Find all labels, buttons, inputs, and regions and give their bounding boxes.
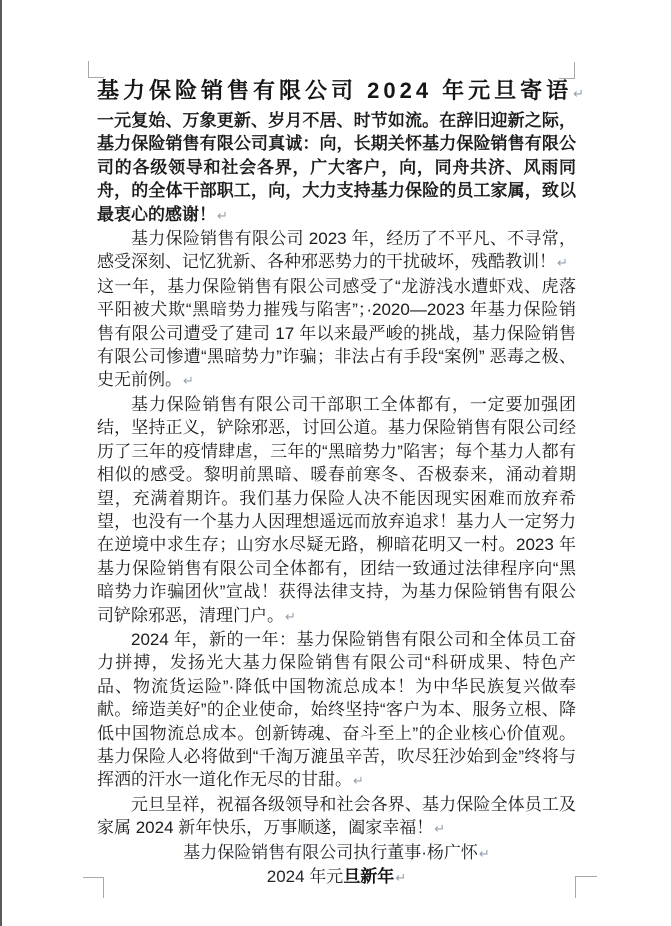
signature-line xyxy=(97,841,576,865)
paragraph-text: 元旦呈祥，祝福各级领导和社会各界、基力保险全体员工及家属 2024 新年快乐，万事顺遂，阖家幸福！ xyxy=(97,794,576,838)
paragraph-staff-unity xyxy=(97,393,576,628)
paragraph-mark-icon: ↵ xyxy=(573,86,585,101)
paragraph-text: 基力保险销售有限公司 2023 年，经历了不平凡、不寻常，感受深刻、记忆犹新、各种邪恶势力的干扰破坏，残酷教训！ xyxy=(97,229,576,272)
page-left-edge-line xyxy=(0,0,2,926)
date-line-bold: 旦新年 xyxy=(343,867,395,886)
document-title xyxy=(97,76,585,109)
paragraph-2024-outlook xyxy=(97,628,576,793)
paragraph-text: 基力保险销售有限公司干部职工全体都有，一定要加强团结，坚持正义，铲除邪恶，讨回公道。基力保险销售有限公司经历了三年的疫情肆虐，三年的“黑暗势力”陷害；每个基力人都有相似的感受。黎明前黑暗、暖春前寒冬、否极泰来，涌动着期望，充满着期许。我们基力保险人决不能因现实困难而放弃希望，也没有一个基力人因理想遥远而放弃追求！基力人一定努力在逆境中求生存；山穷水尽疑无路，柳暗花明又一村。2023 年基力保险销售有限公司全体都有，团结一致通过法律程序向“黑暗势力诈骗团伙”宣战！获得法律支持，为基力保险销售有限公司铲除邪恶，清理门户。 xyxy=(97,394,576,625)
paragraph-greeting xyxy=(97,109,576,227)
paragraph-mark-icon: ↵ xyxy=(557,255,568,271)
paragraph-2023-review xyxy=(97,227,576,275)
paragraph-text: 这一年，基力保险销售有限公司感受了“龙游浅水遭虾戏、虎落平阳被犬欺“黑暗势力摧残与陷害”；·2020—2023 年基力保险销售有限公司遭受了建司 17 年以来最严峻的挑战，基力保险销售有限公司惨遭“黑暗势力”诈骗；非法占有手段“案例” 恶毒之极、史无前例。 xyxy=(97,276,576,390)
document-body xyxy=(97,76,585,889)
paragraph-mark-icon: ↵ xyxy=(478,845,490,861)
paragraph-mark-icon: ↵ xyxy=(285,608,296,624)
paragraph-mark-icon: ↵ xyxy=(183,373,194,389)
paragraph-mark-icon: ↵ xyxy=(217,207,228,223)
paragraph-this-year xyxy=(97,275,576,393)
date-line xyxy=(97,865,576,889)
document-title-text: 基力保险销售有限公司 2024 年元旦寄语 xyxy=(97,78,573,103)
paragraph-mark-icon: ↵ xyxy=(395,870,407,885)
paragraph-text: 2024 年，新的一年：基力保险销售有限公司和全体员工奋力拼搏，发扬光大基力保险销售有限公司“科研成果、特色产品、物流货运险”·降低中国物流总成本！为中华民族复兴做奉献。缔造美好”的企业使命，始终坚持“客户为本、服务立根、降低中国物流总成本。创新铸魂、奋斗至上”的企业核心价值观。基力保险人必将做到“千淘万漉虽辛苦，吹尽狂沙始到金”终将与挥洒的汗水一道化作无尽的甘甜。 xyxy=(97,629,576,790)
signature-text: 基力保险销售有限公司执行董事·杨广怀 xyxy=(183,842,478,862)
paragraph-blessing xyxy=(97,793,576,841)
date-line-normal: 2024 年元 xyxy=(266,867,344,886)
paragraph-mark-icon: ↵ xyxy=(434,821,446,837)
paragraph-mark-icon: ↵ xyxy=(353,773,364,789)
text-boundary-mark-bottom-right xyxy=(575,876,597,898)
paragraph-text: 一元复始、万象更新、岁月不居、时节如流。在辞旧迎新之际，基力保险销售有限公司真诚：向，长期关怀基力保险销售有限公司的各级领导和社会各界，广大客户，向，同舟共济、风雨同舟，的全体干部职工，向，大力支持基力保险的员工家属，致以最衷心的感谢！ xyxy=(97,111,576,224)
